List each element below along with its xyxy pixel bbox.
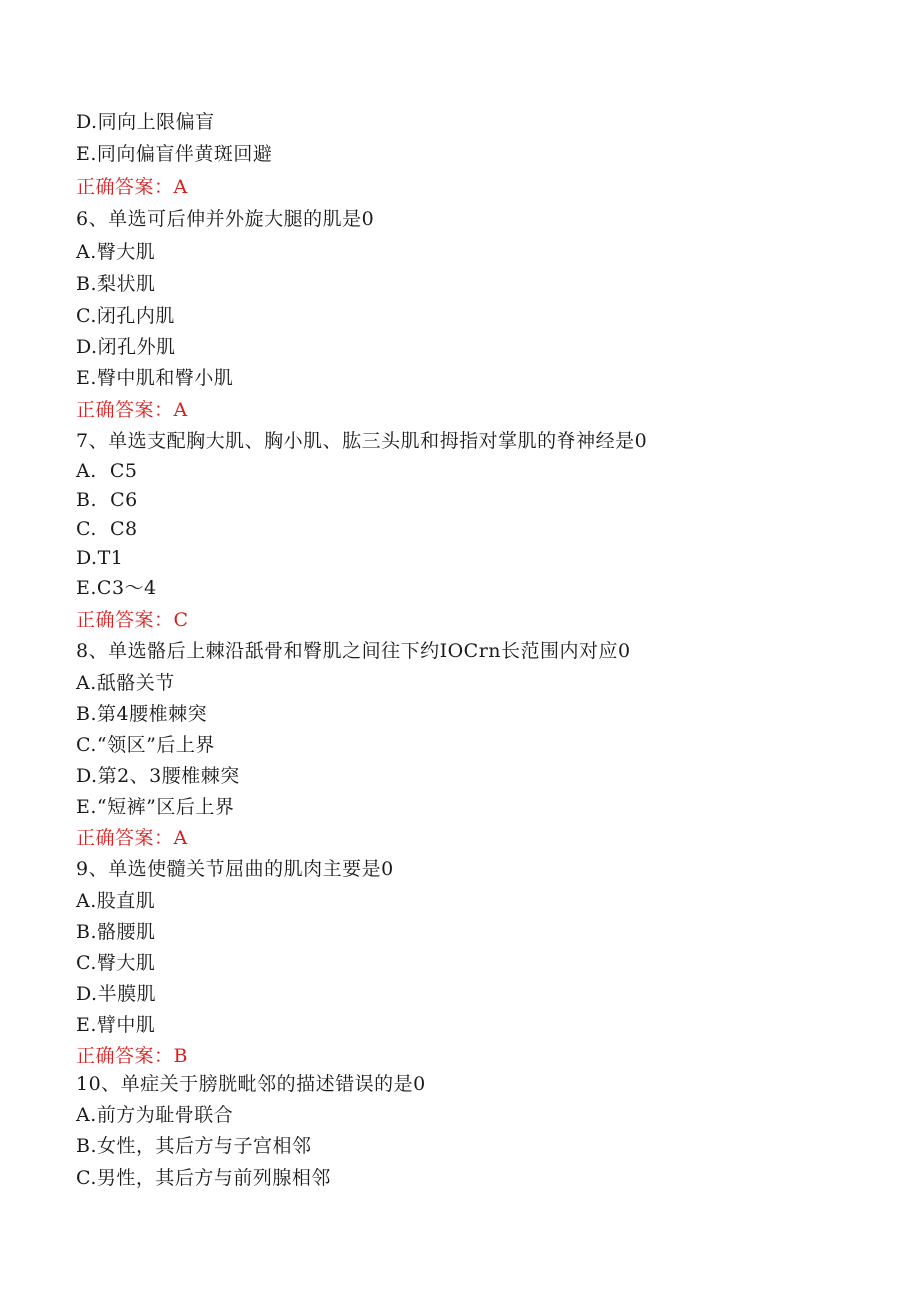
question-line: 7、单选支配胸大肌、胸小肌、肱三头肌和拇指对掌肌的脊神经是0 bbox=[76, 430, 648, 452]
option-line: D.同向上限偏盲 bbox=[76, 111, 215, 133]
question-line: 6、单选可后伸并外旋大腿的肌是0 bbox=[76, 208, 375, 230]
question-line: 8、单选骼后上棘沿舐骨和臀肌之间往下约IOCrn长范围内对应0 bbox=[76, 640, 631, 662]
question-line: 10、单症关于膀胱毗邻的描述错误的是0 bbox=[76, 1073, 426, 1095]
option-line: D.T1 bbox=[76, 547, 124, 569]
option-line: B. C6 bbox=[76, 489, 138, 511]
option-line: D.半膜肌 bbox=[76, 983, 157, 1005]
option-line: E.同向偏盲伴黄斑回避 bbox=[76, 143, 273, 165]
option-line: D.第2、3腰椎棘突 bbox=[76, 765, 240, 787]
option-line: E.“短裤”区后上界 bbox=[76, 796, 235, 818]
option-line: E.臀中肌和臀小肌 bbox=[76, 367, 234, 389]
option-line: E.C3～4 bbox=[76, 577, 157, 599]
option-line: C. C8 bbox=[76, 518, 138, 540]
option-line: B.骼腰肌 bbox=[76, 921, 156, 943]
correct-answer: 正确答案：A bbox=[76, 827, 188, 849]
question-line: 9、单选使髓关节屈曲的肌肉主要是0 bbox=[76, 858, 394, 880]
option-line: B.梨状肌 bbox=[76, 273, 156, 295]
option-line: A.股直肌 bbox=[76, 890, 156, 912]
option-line: C.臀大肌 bbox=[76, 952, 156, 974]
correct-answer: 正确答案：C bbox=[76, 609, 189, 631]
option-line: A.臀大肌 bbox=[76, 241, 156, 263]
option-line: A.舐骼关节 bbox=[76, 672, 175, 694]
option-line: A.前方为耻骨联合 bbox=[76, 1104, 234, 1126]
option-line: D.闭孔外肌 bbox=[76, 336, 176, 358]
correct-answer: 正确答案：A bbox=[76, 176, 188, 198]
option-line: C.闭孔内肌 bbox=[76, 305, 175, 327]
option-line: B.第4腰椎棘突 bbox=[76, 703, 208, 725]
option-line: A. C5 bbox=[76, 460, 138, 482]
correct-answer: 正确答案：A bbox=[76, 399, 188, 421]
option-line: C.男性，其后方与前列腺相邻 bbox=[76, 1167, 331, 1189]
correct-answer: 正确答案：B bbox=[76, 1045, 188, 1067]
option-line: E.臂中肌 bbox=[76, 1014, 156, 1036]
option-line: C.“领区”后上界 bbox=[76, 734, 215, 756]
option-line: B.女性，其后方与子宫相邻 bbox=[76, 1135, 312, 1157]
